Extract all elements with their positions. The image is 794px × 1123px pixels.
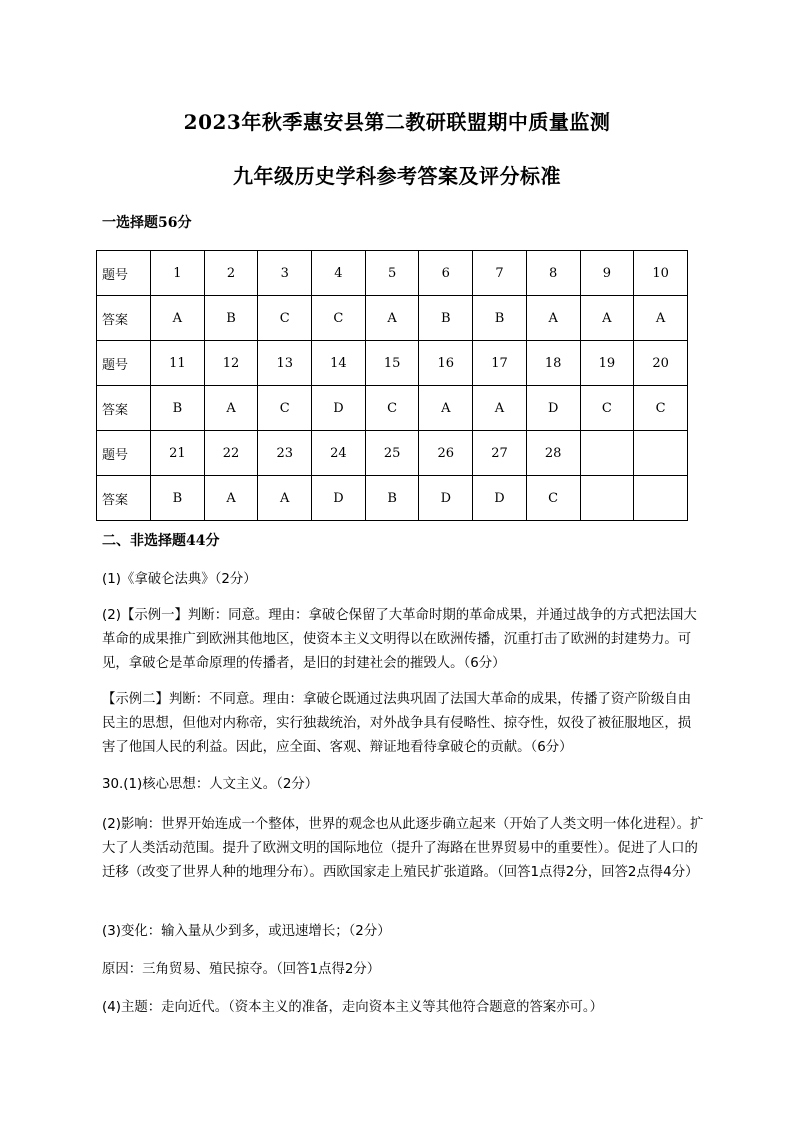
table-cell: D [473,476,527,521]
table-cell: C [258,386,312,431]
table-cell: C [526,476,580,521]
table-cell: B [365,476,419,521]
row-label: 答案 [97,476,151,521]
table-cell: 3 [258,251,312,296]
table-cell: 9 [580,251,634,296]
table-cell: 14 [312,341,366,386]
table-cell: 12 [204,341,258,386]
row-label: 题号 [97,431,151,476]
document-subtitle: 九年级历史学科参考答案及评分标准 [233,164,561,188]
table-cell: A [204,386,258,431]
table-cell: C [634,386,688,431]
table-cell: 15 [365,341,419,386]
table-cell: 25 [365,431,419,476]
table-cell: A [258,476,312,521]
table-cell: 17 [473,341,527,386]
answer-table [96,250,688,521]
table-cell: 22 [204,431,258,476]
table-cell: A [151,296,205,341]
section-heading-nonchoice: 二、非选择题44分 [102,533,220,549]
table-cell: B [473,296,527,341]
section-heading-choice: 一选择题56分 [102,215,192,231]
table-cell: C [258,296,312,341]
table-cell: 20 [634,341,688,386]
table-cell: 8 [526,251,580,296]
table-cell: A [204,476,258,521]
table-row [97,251,688,296]
table-row [97,386,688,431]
table-cell: A [473,386,527,431]
table-cell: D [526,386,580,431]
table-cell: 19 [580,341,634,386]
table-row [97,296,688,341]
table-cell: A [526,296,580,341]
answer-paragraph: (3)变化：输入量从少到多，或迅速增长；（2分） [102,924,391,939]
table-cell: 18 [526,341,580,386]
table-row [97,476,688,521]
table-cell: 16 [419,341,473,386]
table-cell: 21 [151,431,205,476]
row-label: 答案 [97,386,151,431]
table-cell: 6 [419,251,473,296]
table-cell: A [580,296,634,341]
table-row [97,341,688,386]
answer-paragraph: 【示例二】判断：不同意。理由：拿破仑既通过法典巩固了法国大革命的成果，传播了资产阶级自由民主的思想，但他对内称帝，实行独裁统治，对外战争具有侵略性、掠夺性，奴役了被征服地区，损害了他国人民的利益。因此，应全面、客观、辩证地看待拿破仑的贡献。（6分） [102,692,692,755]
table-cell: 13 [258,341,312,386]
answer-paragraph: (1)《拿破仑法典》（2分） [102,572,257,587]
table-cell: A [419,386,473,431]
table-cell: A [365,296,419,341]
answer-paragraph: (4)主题：走向近代。（资本主义的准备，走向资本主义等其他符合题意的答案亦可。） [102,1000,604,1015]
table-cell: 26 [419,431,473,476]
document-title: 2023年秋季惠安县第二教研联盟期中质量监测 [183,110,611,134]
table-cell: B [419,296,473,341]
table-cell [634,431,688,476]
table-cell: 10 [634,251,688,296]
table-cell: C [365,386,419,431]
table-cell: 11 [151,341,205,386]
table-cell: B [204,296,258,341]
table-cell: 24 [312,431,366,476]
answer-paragraph: (2)【示例一】判断：同意。理由：拿破仑保留了大革命时期的革命成果，并通过战争的方式把法国大革命的成果推广到欧洲其他地区，使资本主义文明得以在欧洲传播，沉重打击了欧洲的封建势力。可见，拿破仑是革命原理的传播者，是旧的封建社会的摧毁人。（6分） [102,608,697,671]
table-cell: 5 [365,251,419,296]
table-cell: B [151,476,205,521]
table-cell [580,431,634,476]
table-cell: D [312,476,366,521]
row-label: 题号 [97,341,151,386]
table-cell: D [312,386,366,431]
table-cell: 28 [526,431,580,476]
answer-paragraph: 30.(1)核心思想：人文主义。（2分） [102,777,319,792]
table-cell: 2 [204,251,258,296]
table-cell: 7 [473,251,527,296]
table-cell: 23 [258,431,312,476]
table-row [97,431,688,476]
table-cell [580,476,634,521]
table-cell: D [419,476,473,521]
table-cell: C [580,386,634,431]
table-cell: 27 [473,431,527,476]
row-label: 答案 [97,296,151,341]
answer-paragraph: (2)影响：世界开始连成一个整体，世界的观念也从此逐步确立起来（开始了人类文明一体化进程）。扩大了人类活动范围。提升了欧洲文明的国际地位（提升了海路在世界贸易中的重要性）。促进了人口的迁移（改变了世界人种的地理分布）。西欧国家走上殖民扩张道路。（回答1点得2分，回答2点得4分） [102,817,704,880]
table-cell [634,476,688,521]
table-cell: 1 [151,251,205,296]
table-cell: B [151,386,205,431]
answer-paragraph: 原因：三角贸易、殖民掠夺。（回答1点得2分） [102,962,381,977]
table-cell: 4 [312,251,366,296]
table-cell: C [312,296,366,341]
row-label: 题号 [97,251,151,296]
table-cell: A [634,296,688,341]
